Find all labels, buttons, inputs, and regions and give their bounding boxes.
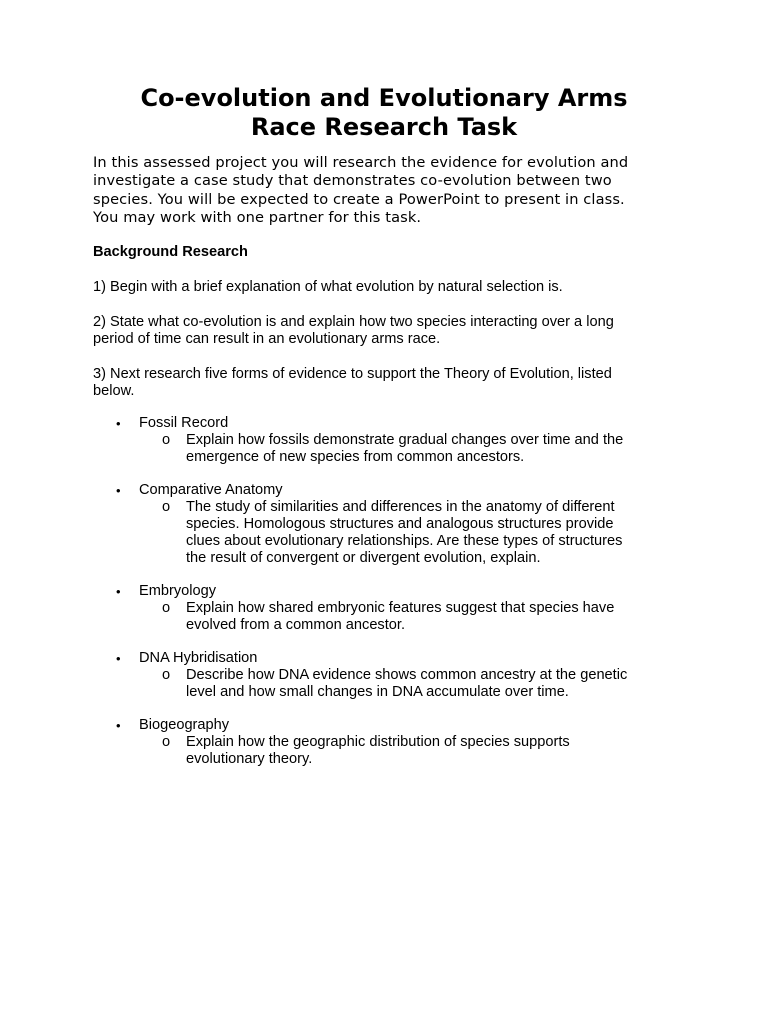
- sub-line: evolved from a common ancestor.: [186, 617, 406, 634]
- sub-point: [93, 432, 663, 466]
- title-line-2: Race Research Task: [250, 113, 518, 141]
- document-page: [93, 84, 663, 784]
- step-2-line: 2) State what co-evolution is and explain how two species interacting over a long: [93, 314, 614, 331]
- page-title: [93, 84, 663, 142]
- step-3-line: below.: [93, 383, 135, 400]
- evidence-item-fossil-record: [93, 415, 663, 466]
- sub-bullet-icon: o: [162, 600, 171, 617]
- sub-line: Explain how shared embryonic features suggest that species have: [186, 600, 615, 617]
- section-heading: Background Research: [93, 244, 248, 261]
- bullet-icon: •: [116, 416, 121, 432]
- step-2: [93, 314, 663, 348]
- sub-point-text: [186, 499, 663, 567]
- sub-point-text: [186, 432, 663, 466]
- intro-line: You may work with one partner for this task.: [93, 208, 422, 226]
- sub-point: [93, 734, 663, 768]
- evidence-item-biogeography: [93, 717, 663, 768]
- sub-point: [93, 499, 663, 567]
- sub-line: level and how small changes in DNA accumulate over time.: [186, 684, 569, 701]
- step-3: [93, 366, 663, 400]
- intro-line: investigate a case study that demonstrates co-evolution between two: [93, 172, 612, 190]
- bullet-icon: •: [116, 651, 121, 667]
- evidence-label: Fossil Record: [139, 415, 229, 432]
- bullet-icon: •: [116, 584, 121, 600]
- evidence-item-embryology: [93, 583, 663, 634]
- title-line-1: Co-evolution and Evolutionary Arms: [140, 84, 628, 112]
- sub-bullet-icon: o: [162, 432, 171, 449]
- sub-line: species. Homologous structures and analogous structures provide: [186, 516, 614, 533]
- sub-line: evolutionary theory.: [186, 751, 313, 768]
- sub-line: Explain how fossils demonstrate gradual changes over time and the: [186, 432, 624, 449]
- sub-line: The study of similarities and differences in the anatomy of different: [186, 499, 615, 516]
- sub-bullet-icon: o: [162, 734, 171, 751]
- step-1-text: 1) Begin with a brief explanation of what evolution by natural selection is.: [93, 279, 563, 296]
- sub-point-text: [186, 600, 663, 634]
- sub-line: clues about evolutionary relationships. Are these types of structures: [186, 533, 623, 550]
- bullet-icon: •: [116, 483, 121, 499]
- intro-line: In this assessed project you will research the evidence for evolution and: [93, 154, 629, 171]
- sub-point-text: [186, 667, 663, 701]
- sub-line: Explain how the geographic distribution of species supports: [186, 734, 570, 751]
- sub-bullet-icon: o: [162, 499, 171, 516]
- sub-line: the result of convergent or divergent evolution, explain.: [186, 550, 541, 567]
- evidence-item-dna-hybridisation: [93, 650, 663, 701]
- step-1: [93, 279, 663, 296]
- sub-line: emergence of new species from common ancestors.: [186, 449, 525, 466]
- evidence-list: [93, 415, 663, 768]
- evidence-label: Biogeography: [139, 717, 230, 734]
- sub-point: [93, 667, 663, 701]
- evidence-label: Embryology: [139, 583, 217, 600]
- evidence-label: Comparative Anatomy: [139, 482, 283, 499]
- intro-line: species. You will be expected to create a PowerPoint to present in class.: [93, 190, 625, 208]
- step-2-line: period of time can result in an evolutionary arms race.: [93, 331, 441, 348]
- sub-point: [93, 600, 663, 634]
- evidence-item-comparative-anatomy: [93, 482, 663, 567]
- bullet-icon: •: [116, 718, 121, 734]
- step-3-line: 3) Next research five forms of evidence to support the Theory of Evolution, listed: [93, 366, 612, 383]
- sub-point-text: [186, 734, 663, 768]
- sub-bullet-icon: o: [162, 667, 171, 684]
- intro-paragraph: [93, 154, 663, 227]
- evidence-label: DNA Hybridisation: [139, 650, 258, 667]
- sub-line: Describe how DNA evidence shows common ancestry at the genetic: [186, 667, 628, 684]
